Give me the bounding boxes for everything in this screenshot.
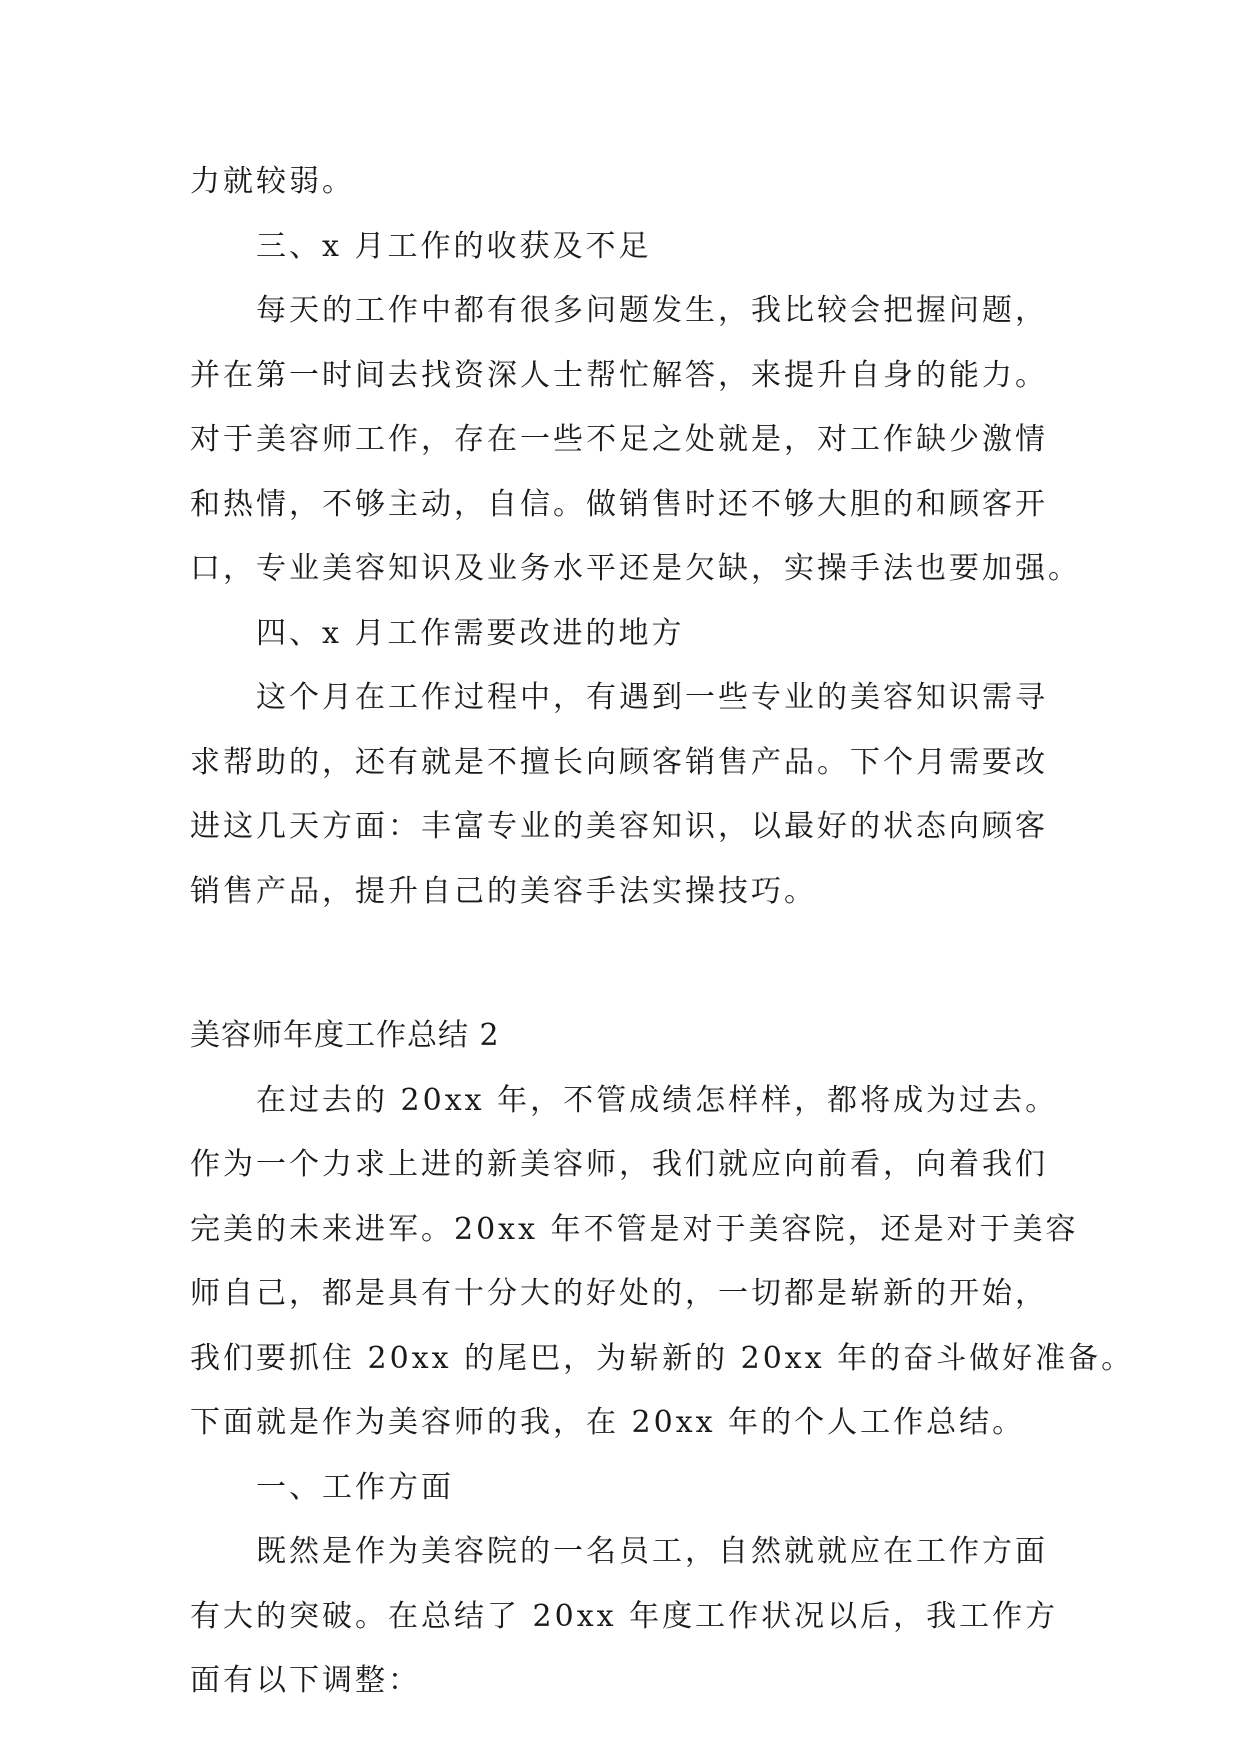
paragraph-1 [190, 1520, 1070, 1714]
paragraph-line: 我们要抓住 20xx 的尾巴，为崭新的 20xx 年的奋斗做好准备。 [190, 1340, 1135, 1376]
paragraph-line: 在过去的 20xx 年，不管成绩怎样样，都将成为过去。 [256, 1082, 1059, 1118]
document-title: 美容师年度工作总结 2 [190, 1018, 500, 1053]
paragraph-line: 并在第一时间去找资深人士帮忙解答，来提升自身的能力。 [190, 357, 1048, 393]
paragraph-line: 和热情，不够主动，自信。做销售时还不够大胆的和顾客开 [190, 486, 1048, 522]
paragraph-line: 进这几天方面：丰富专业的美容知识，以最好的状态向顾客 [190, 809, 1048, 844]
document-page [190, 150, 1135, 1714]
paragraph-line: 既然是作为美容院的一名员工，自然就就应在工作方面 [256, 1534, 1048, 1569]
paragraph-line: 口，专业美容知识及业务水平还是欠缺，实操手法也要加强。 [190, 551, 1081, 586]
paragraph-line: 面有以下调整： [190, 1663, 421, 1698]
paragraph-line: 作为一个力求上进的新美容师，我们就应向前看，向着我们 [190, 1147, 1048, 1182]
section-heading-1: 一、工作方面 [256, 1469, 454, 1505]
section-spacer [190, 924, 1070, 1004]
paragraph-line: 求帮助的，还有就是不擅长向顾客销售产品。下个月需要改 [190, 744, 1048, 780]
paragraph-line: 这个月在工作过程中，有遇到一些专业的美容知识需寻 [256, 680, 1048, 715]
intro-paragraph [190, 1069, 1135, 1456]
paragraph-line: 有大的突破。在总结了 20xx 年度工作状况以后，我工作方 [190, 1598, 1059, 1634]
section-heading-4: 四、x 月工作需要改进的地方 [256, 615, 685, 651]
paragraph-line: 下面就是作为美容师的我，在 20xx 年的个人工作总结。 [190, 1405, 1026, 1440]
paragraph-line: 对于美容师工作，存在一些不足之处就是，对工作缺少激情 [190, 422, 1048, 457]
paragraph-line: 销售产品，提升自己的美容手法实操技巧。 [190, 873, 817, 909]
paragraph-tail: 力就较弱。 [190, 164, 355, 199]
paragraph-line: 师自己，都是具有十分大的好处的，一切都是崭新的开始， [190, 1276, 1048, 1311]
paragraph-4 [190, 666, 1070, 924]
paragraph-line: 完美的未来进军。20xx 年不管是对于美容院，还是对于美容 [190, 1211, 1079, 1247]
paragraph-3 [190, 279, 1081, 602]
paragraph-line: 每天的工作中都有很多问题发生，我比较会把握问题， [256, 293, 1048, 328]
section-heading-3: 三、x 月工作的收获及不足 [256, 228, 652, 264]
